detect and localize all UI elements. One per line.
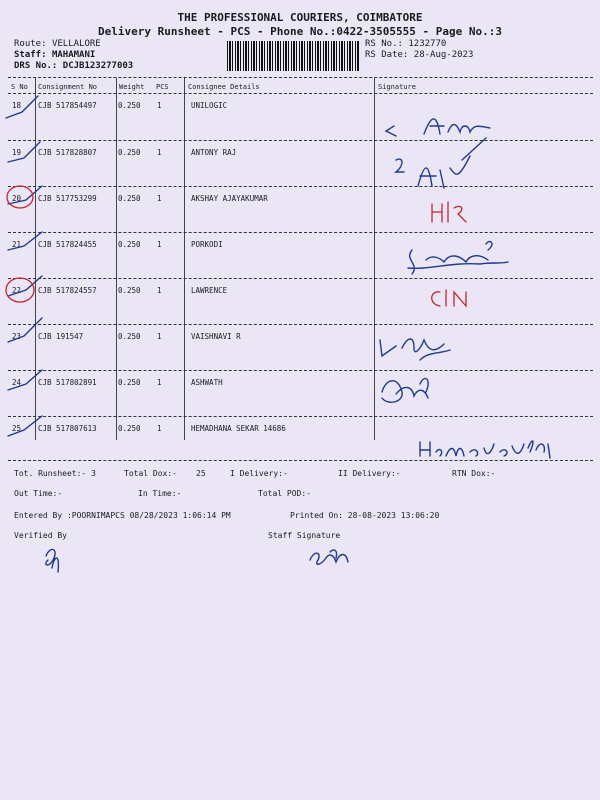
printed-on: Printed On: 28-08-2023 13:06:20 — [290, 511, 440, 520]
row-consignee: LAWRENCE — [191, 286, 228, 295]
company-title: THE PROFESSIONAL COURIERS, COIMBATORE — [177, 11, 423, 24]
row-sno: 18 — [12, 101, 22, 110]
signature-row-22 — [432, 290, 466, 306]
row-weight: 0.250 — [118, 424, 141, 433]
row-pcs: 1 — [157, 148, 162, 157]
tick-mark — [6, 96, 38, 118]
tick-mark — [8, 416, 42, 436]
signature-row-25 — [420, 441, 550, 458]
row-weight: 0.250 — [118, 378, 141, 387]
drs-value: DCJB123277003 — [62, 61, 134, 71]
i-delivery: I Delivery:- — [230, 469, 288, 478]
signature-row-18 — [386, 126, 396, 136]
row-sno: 21 — [12, 240, 22, 249]
row-pcs: 1 — [157, 332, 162, 341]
route-value: VELLALORE — [51, 39, 101, 49]
row-sno: 20 — [12, 194, 22, 203]
verified-signature — [46, 549, 59, 572]
signature-row-24 — [382, 378, 428, 402]
total-dox-label: Total Dox:- — [124, 469, 177, 478]
col-consignee: Consignee Details — [188, 83, 260, 91]
row-consignee: PORKODI — [191, 240, 223, 249]
rs-no-label: RS No.: — [365, 39, 403, 49]
tick-mark — [8, 370, 42, 390]
signature-row-21 — [408, 242, 508, 274]
col-weight: Weight — [119, 83, 145, 91]
row-consignment: CJB 517854497 — [38, 101, 97, 110]
row-pcs: 1 — [157, 286, 162, 295]
route-label: Route: — [14, 39, 47, 49]
signature-row-19 — [396, 159, 404, 172]
row-sno: 22 — [12, 286, 22, 295]
staff-label: Staff: — [14, 50, 47, 60]
row-consignment: CJB 517828807 — [38, 148, 97, 157]
staff-value: MAHAMANI — [51, 50, 96, 60]
signature-row-23 — [380, 339, 450, 360]
row-consignee: ASHWATH — [191, 378, 223, 387]
row-consignment: CJB 517807613 — [38, 424, 97, 433]
row-weight: 0.250 — [118, 240, 141, 249]
row-weight: 0.250 — [118, 332, 141, 341]
tot-runsheet: Tot. Runsheet:- 3 — [14, 469, 96, 478]
runsheet-subtitle: Delivery Runsheet - PCS - Phone No.:0422-3505555 - Page No.:3 — [98, 25, 502, 38]
row-sno: 25 — [12, 424, 22, 433]
row-consignee: HEMADHANA SEKAR 14686 — [191, 424, 286, 433]
row-consignee: AKSHAY AJAYAKUMAR — [191, 194, 268, 203]
total-pod: Total POD:- — [258, 489, 311, 498]
tick-mark — [8, 232, 42, 250]
row-consignee: UNILOGIC — [191, 101, 228, 110]
row-weight: 0.250 — [118, 148, 141, 157]
row-sno: 24 — [12, 378, 22, 387]
total-dox-value: 25 — [196, 469, 206, 478]
signature-row-19 — [418, 138, 486, 188]
staff-signature-mark — [310, 550, 348, 564]
row-consignment: CJB 517824557 — [38, 286, 97, 295]
row-consignment: CJB 191547 — [38, 332, 84, 341]
ii-delivery: II Delivery:- — [338, 469, 401, 478]
tick-mark — [8, 142, 40, 162]
col-pcs: PCS — [156, 83, 169, 91]
drs-label: DRS No.: — [14, 61, 58, 71]
col-signature: Signature — [378, 83, 416, 91]
tick-mark — [8, 318, 42, 342]
row-consignment: CJB 517824455 — [38, 240, 97, 249]
row-pcs: 1 — [157, 424, 162, 433]
col-sno: S No — [11, 83, 28, 91]
rs-date-label: RS Date: — [365, 50, 409, 60]
rs-date-value: 28-Aug-2023 — [413, 50, 474, 60]
signature-row-18 — [424, 119, 490, 134]
row-pcs: 1 — [157, 240, 162, 249]
row-pcs: 1 — [157, 378, 162, 387]
row-consignee: ANTONY RAJ — [191, 148, 237, 157]
verified-by-label: Verified By — [14, 531, 67, 540]
row-consignment: CJB 517753299 — [38, 194, 97, 203]
staff-signature-label: Staff Signature — [268, 531, 341, 540]
row-pcs: 1 — [157, 101, 162, 110]
row-weight: 0.250 — [118, 194, 141, 203]
in-time: In Time:- — [138, 489, 182, 498]
tick-mark — [8, 186, 42, 204]
row-consignment: CJB 517802891 — [38, 378, 97, 387]
row-pcs: 1 — [157, 194, 162, 203]
row-sno: 23 — [12, 332, 22, 341]
row-weight: 0.250 — [118, 286, 141, 295]
col-consignment: Consignment No — [38, 83, 98, 91]
entered-by: Entered By :POORNIMAPCS 08/28/2023 1:06:14 PM — [14, 511, 231, 520]
rtn-dox: RTN Dox:- — [452, 469, 496, 478]
row-weight: 0.250 — [118, 101, 141, 110]
rs-no-value: 1232770 — [408, 39, 447, 49]
row-sno: 19 — [12, 148, 22, 157]
signature-row-20 — [432, 202, 466, 222]
row-consignee: VAISHNAVI R — [191, 332, 241, 341]
out-time: Out Time:- — [14, 489, 63, 498]
circle-mark — [6, 278, 34, 302]
